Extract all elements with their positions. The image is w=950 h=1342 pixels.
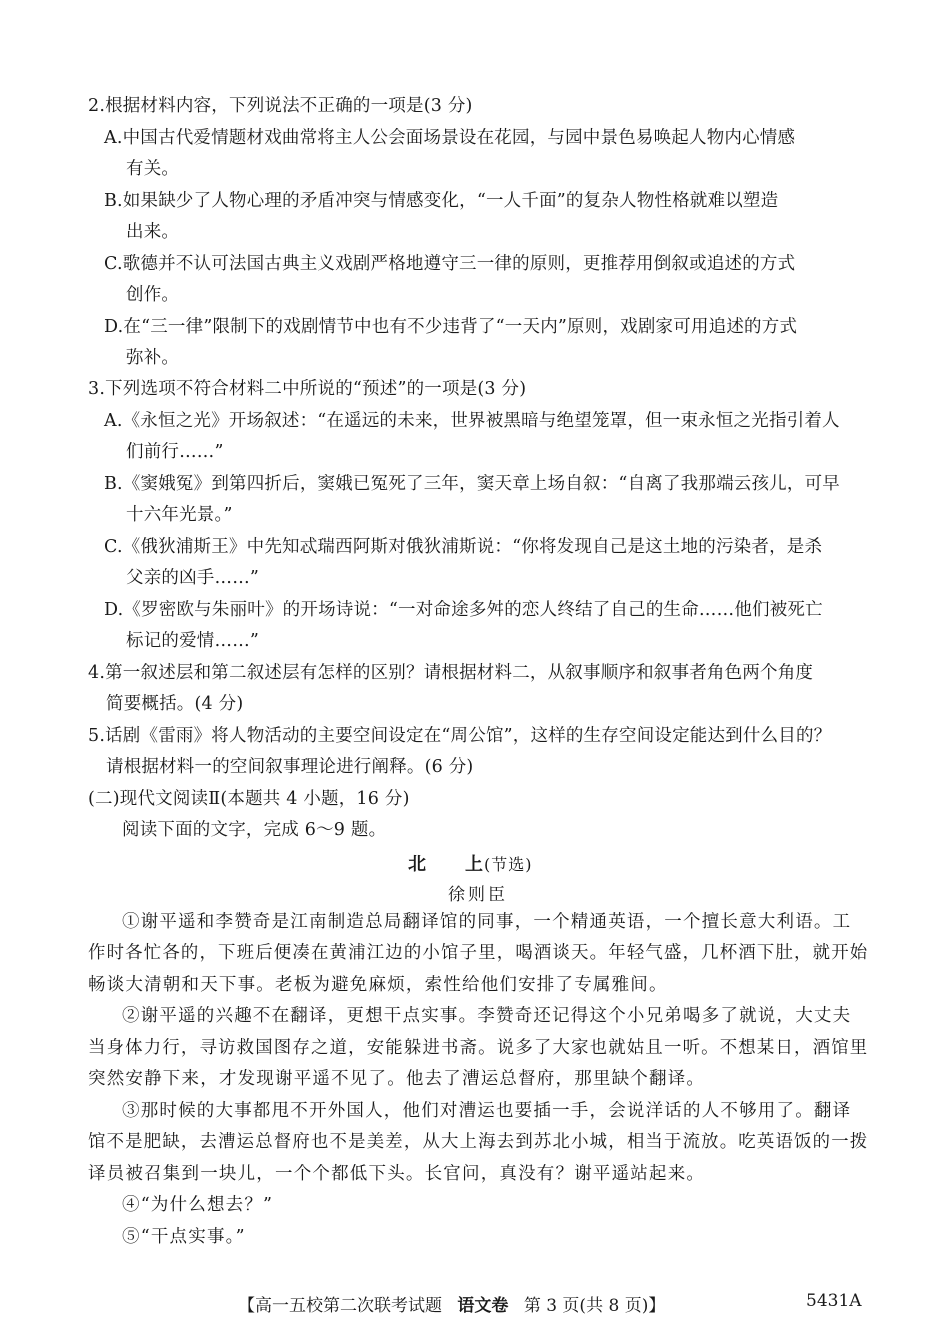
question-2-option-c: C.歌德并不认可法国古典主义戏剧严格地遵守三一律的原则，更推荐用倒叙或追述的方式 (104, 254, 796, 274)
paragraph-4: ④“为什么想去？” (122, 1195, 274, 1215)
question-2-option-d: D.在“三一律”限制下的戏剧情节中也有不少违背了“一天内”原则，戏剧家可用追述的方式 (104, 317, 798, 337)
passage-title-note: (节选) (484, 855, 533, 874)
passage-author: 徐则臣 (448, 885, 508, 905)
paragraph-1-line-1: ①谢平遥和李赞奇是江南制造总局翻译馆的同事，一个精通英语，一个擅长意大利语。工 (122, 912, 852, 932)
passage-title-text: 北 上 (408, 854, 484, 875)
paragraph-1-line-2: 作时各忙各的，下班后便凑在黄浦江边的小馆子里，喝酒谈天。年轻气盛，几杯酒下肚，就开始 (88, 943, 869, 963)
footer-page-number: 第 3 页(共 8 页)】 (523, 1296, 666, 1316)
question-2-stem: 2.根据材料内容，下列说法不正确的一项是(3 分) (88, 96, 473, 116)
section-instruction: 阅读下面的文字，完成 6～9 题。 (122, 820, 387, 840)
footer-subject: 语文卷 (457, 1296, 509, 1316)
page-footer (238, 1291, 665, 1316)
question-2-option-c-cont: 创作。 (126, 285, 180, 305)
question-3-option-d-cont: 标记的爱情……” (126, 631, 260, 651)
section-heading: (二)现代文阅读Ⅱ(本题共 4 小题，16 分) (88, 789, 410, 809)
paragraph-1-line-3: 畅谈大清朝和天下事。老板为避免麻烦，索性给他们安排了专属雅间。 (88, 975, 668, 995)
footer-code: 5431A (806, 1291, 862, 1311)
question-2-option-a: A.中国古代爱情题材戏曲常将主人公会面场景设在花园，与园中景色易唤起人物内心情感 (104, 128, 796, 148)
paragraph-2-line-2: 当身体力行，寻访救国图存之道，安能躲进书斋。说多了大家也就姑且一听。不想某日，酒馆里 (88, 1038, 869, 1058)
paragraph-3-line-3: 译员被召集到一块儿，一个个都低下头。长官问，真没有？谢平遥站起来。 (88, 1164, 706, 1184)
question-3-option-a-cont: 们前行……” (126, 442, 224, 462)
question-3-stem: 3.下列选项不符合材料二中所说的“预述”的一项是(3 分) (88, 379, 527, 399)
paragraph-2-line-1: ②谢平遥的兴趣不在翻译，更想干点实事。李赞奇还记得这个小兄弟喝多了就说，大丈夫 (122, 1006, 852, 1026)
question-4-text-cont: 简要概括。(4 分) (106, 694, 244, 714)
question-3-option-c-cont: 父亲的凶手……” (126, 568, 260, 588)
question-5-text: 5.话剧《雷雨》将人物活动的主要空间设定在“周公馆”，这样的生存空间设定能达到什么目的？ (88, 726, 832, 746)
passage-title (408, 850, 533, 876)
question-2-option-b-cont: 出来。 (126, 222, 180, 242)
question-4-text: 4.第一叙述层和第二叙述层有怎样的区别？请根据材料二，从叙事顺序和叙事者角色两个角度 (88, 663, 814, 683)
question-3-option-b: B.《窦娥冤》到第四折后，窦娥已冤死了三年，窦天章上场自叙：“自离了我那端云孩儿，可早 (104, 474, 840, 494)
question-3-option-c: C.《俄狄浦斯王》中先知忒瑞西阿斯对俄狄浦斯说：“你将发现自己是这土地的污染者，是杀 (104, 537, 823, 557)
paragraph-3-line-2: 馆不是肥缺，去漕运总督府也不是美差，从大上海去到苏北小城，相当于流放。吃英语饭的一拨 (88, 1132, 869, 1152)
question-2-option-b: B.如果缺少了人物心理的矛盾冲突与情感变化，“一人千面”的复杂人物性格就难以塑造 (104, 191, 779, 211)
paragraph-2-line-3: 突然安静下来，才发现谢平遥不见了。他去了漕运总督府，那里缺个翻译。 (88, 1069, 706, 1089)
footer-exam-title: 【高一五校第二次联考试题 (238, 1296, 442, 1316)
question-3-option-d: D.《罗密欧与朱丽叶》的开场诗说：“一对命途多舛的恋人终结了自己的生命……他们被死亡 (104, 600, 823, 620)
question-3-option-a: A.《永恒之光》开场叙述：“在遥远的未来，世界被黑暗与绝望笼罩，但一束永恒之光指引着人 (104, 411, 840, 431)
paragraph-5: ⑤“干点实事。” (122, 1227, 246, 1247)
question-3-option-b-cont: 十六年光景。” (126, 505, 233, 525)
paragraph-3-line-1: ③那时候的大事都甩不开外国人，他们对漕运也要插一手，会说洋话的人不够用了。翻译 (122, 1101, 852, 1121)
question-2-option-a-cont: 有关。 (126, 159, 180, 179)
question-2-option-d-cont: 弥补。 (126, 348, 180, 368)
question-5-text-cont: 请根据材料一的空间叙事理论进行阐释。(6 分) (106, 757, 474, 777)
